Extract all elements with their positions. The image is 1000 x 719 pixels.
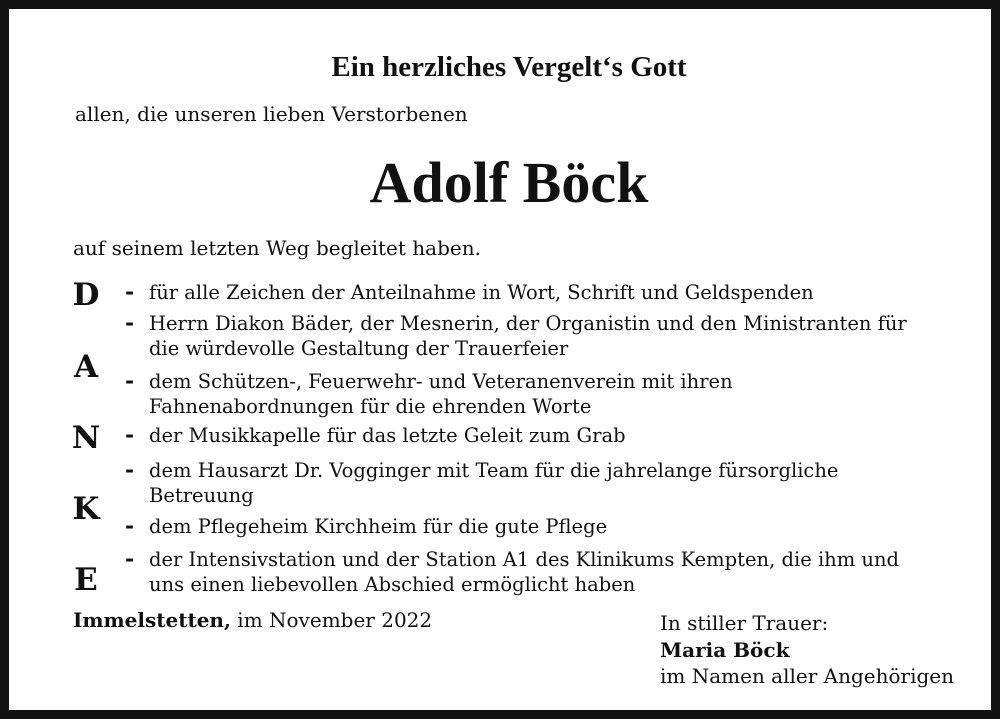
intro-text: allen, die unseren lieben Verstorbenen: [75, 102, 468, 126]
list-dash: -: [125, 279, 135, 305]
list-dash: -: [125, 422, 135, 448]
list-dash: -: [125, 310, 135, 336]
thanks-item: [149, 458, 949, 508]
signature-name: Maria Böck: [660, 638, 790, 662]
place-town: Immelstetten,: [73, 608, 231, 632]
list-dash: -: [125, 513, 135, 539]
thanks-item: [149, 369, 949, 419]
thanks-item: [149, 514, 949, 539]
outro-text: auf seinem letzten Weg begleitet haben.: [73, 236, 481, 260]
list-dash: -: [125, 546, 135, 572]
danke-letter-n: N: [71, 420, 101, 456]
thanks-line: Betreuung: [149, 484, 254, 507]
thanks-line: der Intensivstation und der Station A1 des Klinikums Kempten, die ihm und: [149, 548, 900, 571]
thanks-line: dem Hausarzt Dr. Vogginger mit Team für die jahrelange fürsorgliche: [149, 459, 839, 482]
place-month: im November 2022: [237, 608, 433, 632]
thanks-line: Herrn Diakon Bäder, der Mesnerin, der Organistin und den Ministranten für: [149, 312, 907, 335]
thanks-line: dem Schützen-, Feuerwehr- und Veteranenverein mit ihren: [149, 370, 733, 393]
headline: Ein herzliches Vergelt‘s Gott: [331, 51, 687, 83]
list-dash: -: [125, 457, 135, 483]
thanks-line: der Musikkapelle für das letzte Geleit zum Grab: [149, 424, 626, 447]
danke-letter-a: A: [73, 349, 99, 385]
danke-letter-d: D: [72, 277, 100, 313]
thanks-item: [149, 311, 949, 361]
danke-letter-e: E: [74, 562, 98, 598]
signature-intro: In stiller Trauer:: [660, 611, 829, 635]
thanks-item: [149, 280, 949, 305]
thanks-line: Fahnenabordnungen für die ehrenden Worte: [149, 395, 592, 418]
deceased-name: Adolf Böck: [369, 150, 649, 215]
thanks-line: die würdevolle Gestaltung der Trauerfeier: [149, 337, 569, 360]
thanks-line: dem Pflegeheim Kirchheim für die gute Pflege: [149, 515, 608, 538]
signature-family: im Namen aller Angehörigen: [660, 664, 955, 688]
list-dash: -: [125, 368, 135, 394]
place-date: [73, 608, 432, 632]
thanks-item: [149, 423, 949, 448]
danke-letter-k: K: [72, 491, 100, 527]
thanks-item: [149, 547, 949, 597]
thanks-line: uns einen liebevollen Abschied ermöglicht haben: [149, 573, 636, 596]
thanks-line: für alle Zeichen der Anteilnahme in Wort, Schrift und Geldspenden: [149, 281, 814, 304]
